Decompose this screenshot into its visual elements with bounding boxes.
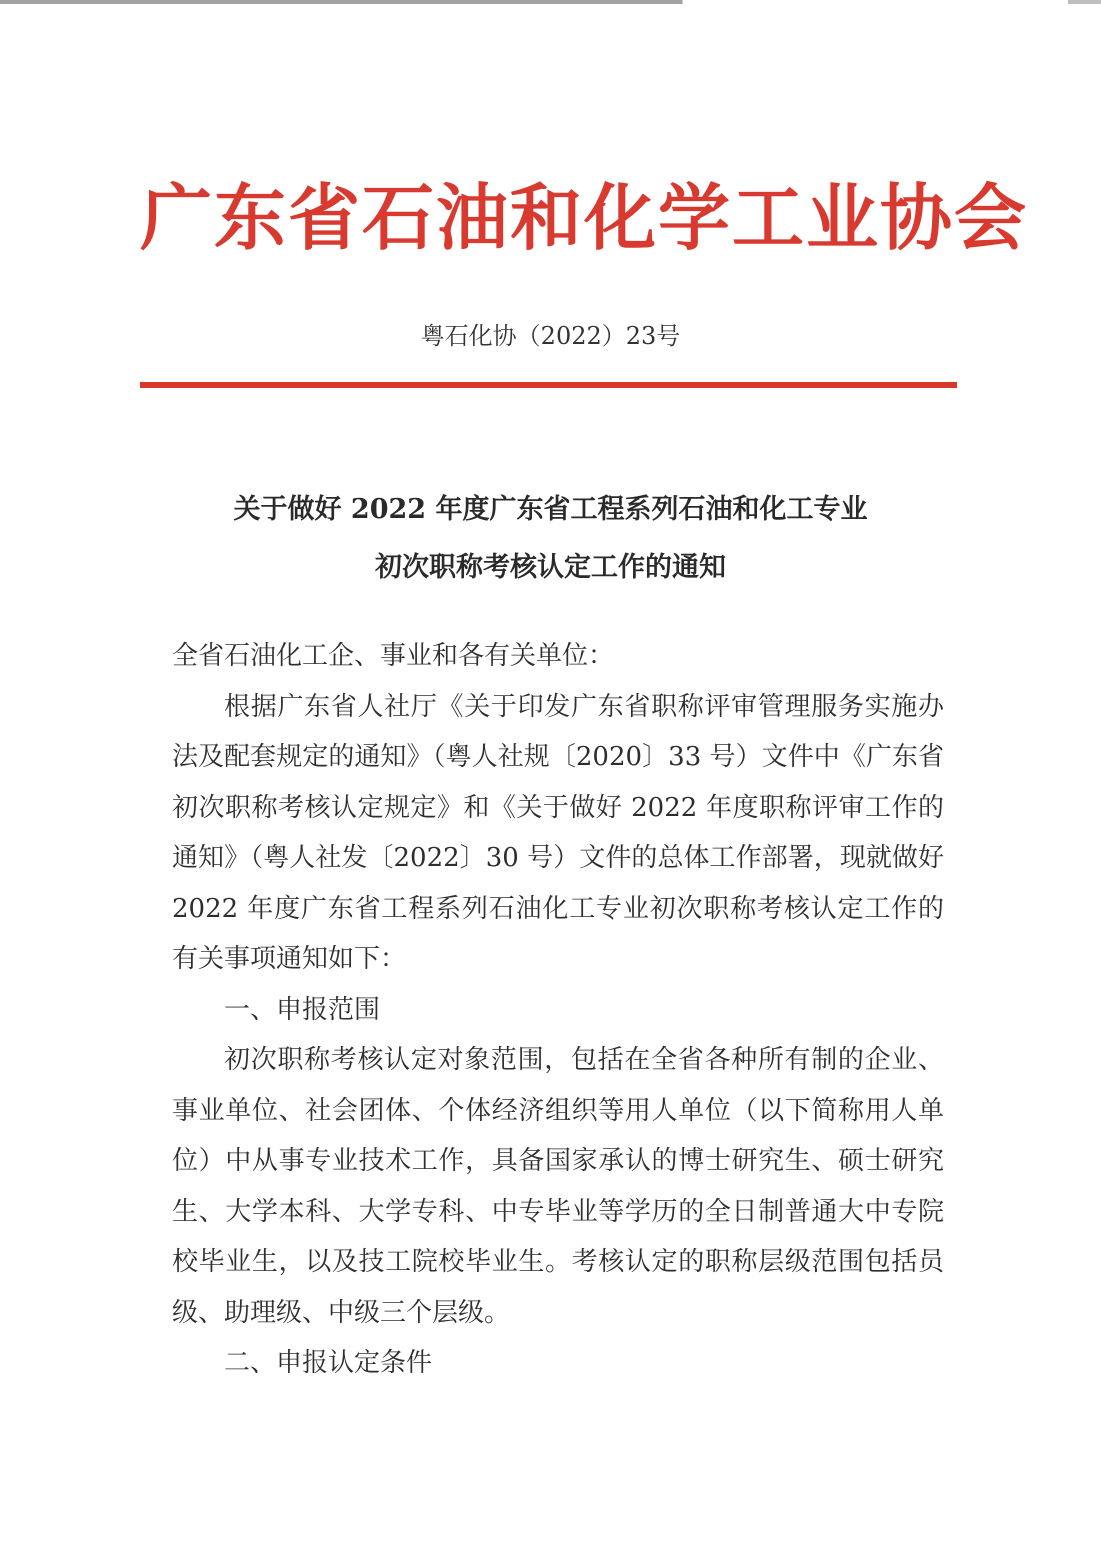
document-number: 粤石化协（2022）23号 [420,322,681,350]
scan-edge-artifact [0,0,1101,4]
intro-paragraph: 根据广东省人社厅《关于印发广东省职称评审管理服务实施办法及配套规定的通知》（粤人社规〔2020〕33 号）文件中《广东省初次职称考核认定规定》和《关于做好 2022 年度职称评审工作的通知》（粤人社发〔2022〕30 号）文件的总体工作部署，现就做好 2022 年度广东省工程系列石油化工专业初次职称考核认定工作的有关事项通知如下： [172,691,944,974]
notice-title-line-1: 关于做好 2022 年度广东省工程系列石油和化工专业 [233,494,868,525]
section-1-heading: 一、申报范围 [224,994,381,1025]
salutation: 全省石油化工企、事业和各有关单位： [172,641,615,671]
notice-body [172,631,944,1389]
organization-letterhead: 广东省石油和化学工业协会 [140,175,1029,260]
letterhead-divider [140,382,957,388]
section-1-paragraph: 初次职称考核认定对象范围，包括在全省各种所有制的企业、事业单位、社会团体、个体经济组织等用人单位（以下简称用人单位）中从事专业技术工作，具备国家承认的博士研究生、硕士研究生、大学本科、大学专科、中专毕业等学历的全日制普通大中专院校毕业生，以及技工院校毕业生。考核认定的职称层级范围包括员级、助理级、中级三个层级。 [172,1045,944,1328]
notice-title-line-2: 初次职称考核认定工作的通知 [375,552,726,583]
section-2-heading: 二、申报认定条件 [224,1348,433,1378]
